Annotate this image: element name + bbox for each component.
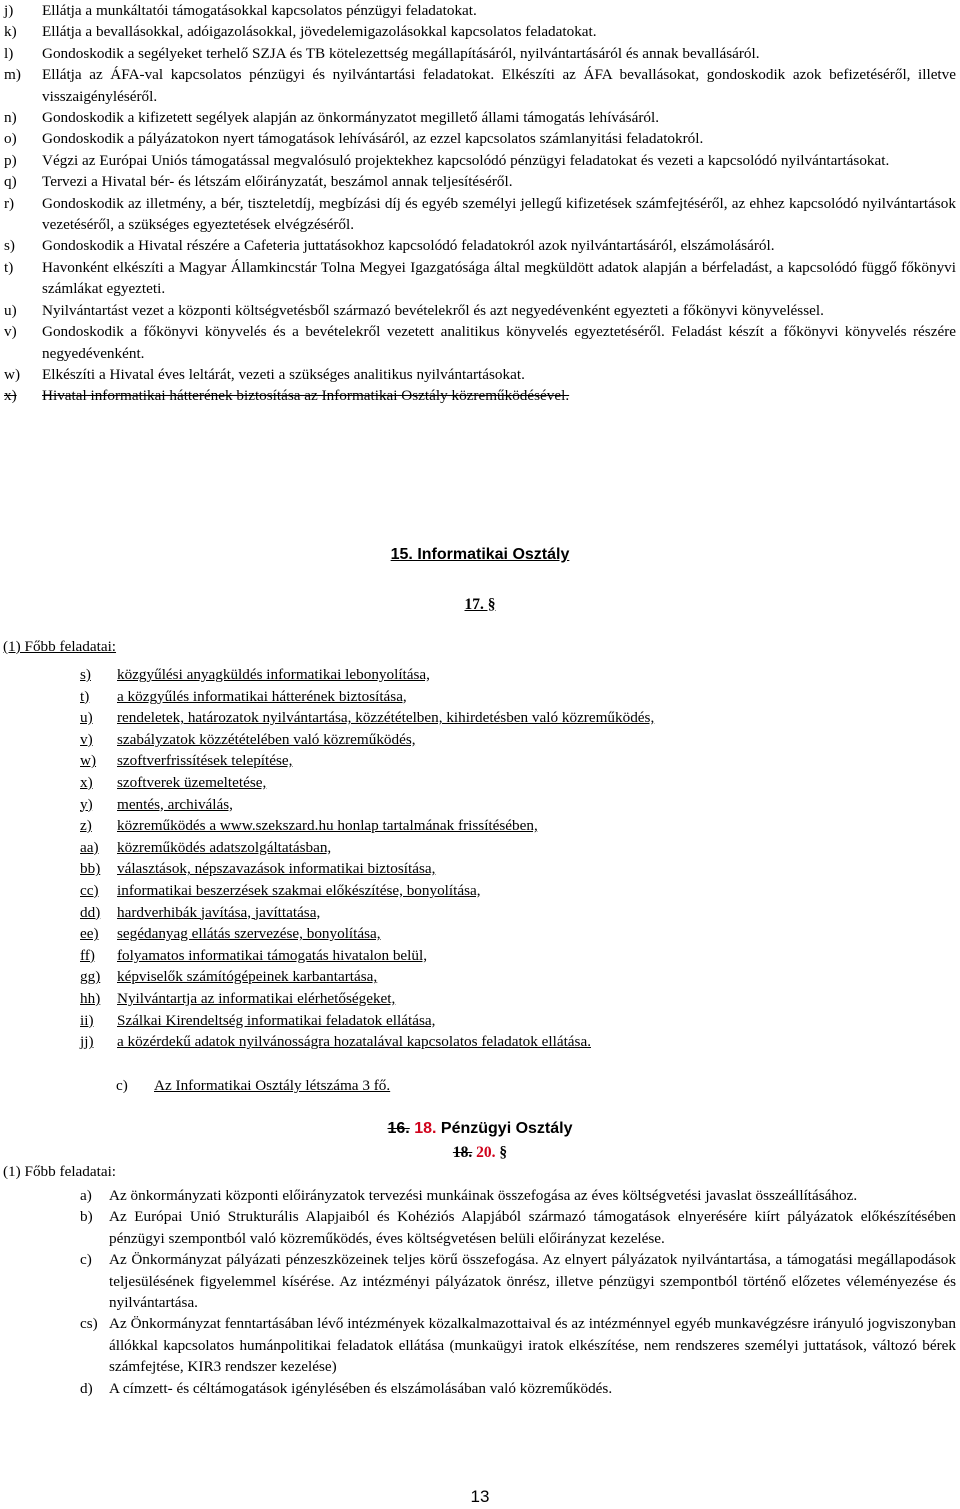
task-list-continued <box>4 0 956 407</box>
list-item <box>80 923 820 945</box>
item-text: Az önkormányzati központi előirányzatok tervezési munkáinak összefogása az éves költségvetési javaslat összeállításához. <box>109 1187 858 1204</box>
list-item <box>80 1378 956 1399</box>
item-label: u) <box>4 301 17 319</box>
list-item <box>80 750 820 772</box>
item-label: z) <box>80 817 92 835</box>
item-text: Az Európai Unió Strukturális Alapjaiból és Kohéziós Alapjából származó támogatások elnyerésére kiírt pályázatok előkészítésében pénzügyi szempontból való közreműködés, éves költségvetésen belüli előirányzat kezelése. <box>109 1208 956 1247</box>
list-item-struck <box>4 385 956 406</box>
item-text: Elkészíti a Hivatal éves leltárát, vezeti a szükséges analitikus nyilvántartásokat. <box>42 365 525 383</box>
list-item <box>80 1313 956 1377</box>
item-label: ff) <box>80 946 95 964</box>
item-text: Végzi az Európai Uniós támogatással megvalósuló projektekhez kapcsolódó pénzügyi feladatokat és vezeti a kapcsolódó nyilvántartásokat. <box>42 151 890 169</box>
item-label: v) <box>4 323 17 341</box>
item-label: b) <box>80 1208 93 1226</box>
item-text: közreműködés a www.szekszard.hu honlap tartalmának frissítésében, <box>117 817 538 835</box>
item-text: Nyilvántartja az informatikai elérhetőségeket, <box>117 989 396 1007</box>
list-item <box>80 902 820 924</box>
list-item <box>4 128 956 149</box>
item-label: bb) <box>80 860 101 878</box>
item-label: dd) <box>80 903 101 921</box>
it-headcount <box>116 1077 390 1095</box>
item-label: x) <box>4 387 17 405</box>
item-label: s) <box>4 237 15 255</box>
list-item <box>4 107 956 128</box>
item-label: jj) <box>80 1033 94 1051</box>
paragraph-sign: § <box>499 1144 508 1161</box>
item-label: t) <box>4 258 14 276</box>
item-text: rendeletek, határozatok nyilvántartása, közzétételben, kihirdetésben való közreműködés, <box>117 709 655 727</box>
item-label: l) <box>4 44 14 62</box>
page-number: 13 <box>470 1487 490 1506</box>
list-item <box>4 193 956 236</box>
list-item <box>80 945 820 967</box>
item-label: o) <box>4 130 17 148</box>
item-label: c) <box>116 1077 128 1094</box>
list-item <box>4 43 956 64</box>
paragraph-new-number: 20. <box>476 1144 496 1161</box>
item-label: p) <box>4 151 17 169</box>
item-text: Ellátja a munkáltatói támogatásokkal kapcsolatos pénzügyi feladatokat. <box>42 2 477 19</box>
list-item <box>4 171 956 192</box>
item-text: Szálkai Kirendeltség informatikai feladatok ellátása, <box>117 1011 436 1029</box>
item-text: Gondoskodik a segélyeket terhelő SZJA és TB kötelezettség megállapításáról, nyilvántartásáról és annak bevallásáról. <box>42 44 760 62</box>
list-item <box>4 235 956 256</box>
item-label: w) <box>80 752 97 770</box>
list-item <box>80 1185 956 1206</box>
item-text: Ellátja az ÁFA-val kapcsolatos pénzügyi és nyilvántartási feladatokat. Elkészíti az ÁFA bevallásokat, gondoskodik azok befizetéséről, illetve visszaigényléséről. <box>42 66 956 105</box>
paragraph-number-it: 17. § <box>464 596 496 613</box>
item-label: d) <box>80 1379 93 1397</box>
item-text: Havonként elkészíti a Magyar Államkincstár Tolna Megyei Igazgatósága által megküldött adatok alapján a bérfeladást, a kapcsolódó függő főkönyvi számlákat egyezteti. <box>42 258 956 298</box>
item-label: j) <box>4 2 14 19</box>
list-item <box>80 1031 820 1053</box>
item-label: a) <box>80 1187 92 1204</box>
list-item <box>80 729 820 751</box>
item-label: s) <box>80 666 91 683</box>
item-text: Gondoskodik a főkönyvi könyvelés és a bevételekről vezetett analitikus könyvelés egyeztetéséről. Feladást készít a főkönyvi könyvelés részére negyedévenként. <box>42 323 956 362</box>
heading-old-number: 16. <box>387 1120 410 1137</box>
finance-task-list <box>80 1185 956 1399</box>
item-text: közreműködés adatszolgáltatásban, <box>117 838 332 856</box>
item-text: Az Önkormányzat pályázati pénzeszközeinek teljes körű összefogása. Az elnyert pályázatok nyilvántartása, a támogatási megállapodások teljesülésének figyelemmel kísérése. Az intézményi pályázatok önrész, illetve pénzügyi szempontból történő előzetes véleményezése és nyilvántartása. <box>109 1251 956 1312</box>
item-label: cs) <box>80 1315 98 1333</box>
it-task-list <box>80 664 820 1053</box>
item-text: Gondoskodik a kifizetett segélyek alapján az önkormányzatot megillető állami támogatás lehívásáról. <box>42 109 659 127</box>
item-text: A címzett- és céltámogatások igénylésében és elszámolásában való közreműködés. <box>109 1379 613 1397</box>
item-text: Gondoskodik a pályázatokon nyert támogatások lehívásáról, az ezzel kapcsolatos számlanyitási feladatokról. <box>42 130 704 148</box>
item-label: ii) <box>80 1011 94 1029</box>
list-item <box>80 772 820 794</box>
list-item <box>80 1010 820 1032</box>
item-label: r) <box>4 194 15 212</box>
list-item <box>80 858 820 880</box>
item-text: Az Önkormányzat fenntartásában lévő intézmények közalkalmazottaival és az intézménnyel egyéb munkavégzésre irányuló jogviszonyban állókkal kapcsolatos humánpolitikai feladatok ellátása (munkaügyi iratok elkészítése, nem rendszeres személyi juttatások, változó bérek számfejtése, KIR3 rendszer kezelése) <box>109 1315 956 1376</box>
list-item <box>80 966 820 988</box>
list-item <box>80 815 820 837</box>
item-text: a közgyűlés informatikai hátterének biztosítása, <box>117 687 407 705</box>
list-item <box>4 364 956 385</box>
item-label: c) <box>80 1251 92 1269</box>
list-item <box>80 1249 956 1313</box>
item-text: Az Informatikai Osztály létszáma 3 fő. <box>154 1077 391 1094</box>
item-label: k) <box>4 23 17 41</box>
item-text: Gondoskodik a Hivatal részére a Cafeteria juttatásokhoz kapcsolódó feladatokról azok nyilvántartásáról, elszámolásáról. <box>42 237 775 255</box>
list-item <box>80 880 820 902</box>
item-text: segédanyag ellátás szervezése, bonyolítása, <box>117 925 381 943</box>
item-label: hh) <box>80 989 101 1007</box>
item-text: Nyilvántartást vezet a központi költségvetésből származó bevételekről és azt negyedévenként egyezteti a főkönyvi könyveléssel. <box>42 301 824 319</box>
paragraph-number-finance <box>0 1144 960 1162</box>
section-heading-it: 15. Informatikai Osztály <box>390 546 570 563</box>
item-text: a közérdekű adatok nyilvánosságra hozatalával kapcsolatos feladatok ellátása. <box>117 1033 591 1051</box>
item-label: y) <box>80 795 93 813</box>
item-label: w) <box>4 365 21 383</box>
item-text: szabályzatok közzétételében való közreműködés, <box>117 730 416 748</box>
item-text: Ellátja a bevallásokkal, adóigazolásokkal, jövedelemigazolásokkal kapcsolatos feladatokat. <box>42 23 597 41</box>
list-item <box>4 321 956 364</box>
list-item <box>4 64 956 107</box>
item-text: Gondoskodik az illetmény, a bér, tiszteletdíj, megbízási díj és egyéb személyi jellegű kifizetések számfejtéséről, az ehhez kapcsolódó nyilvántartások vezetéséről, a szükséges egyeztetések elvégzéséről. <box>42 194 956 234</box>
list-item <box>80 837 820 859</box>
list-item <box>80 1206 956 1249</box>
list-item <box>4 257 956 300</box>
list-item <box>80 707 820 729</box>
item-label: gg) <box>80 968 101 986</box>
main-tasks-label-finance: (1) Főbb feladatai: <box>3 1163 117 1180</box>
list-item <box>80 794 820 816</box>
item-text: közgyűlési anyagküldés informatikai lebonyolítása, <box>117 666 430 683</box>
main-tasks-label-it: (1) Főbb feladatai: <box>3 638 117 655</box>
item-text: hardverhibák javítása, javíttatása, <box>117 903 321 921</box>
item-text: informatikai beszerzések szakmai előkészítése, bonyolítása, <box>117 881 481 899</box>
item-text: szoftverek üzemeltetése, <box>117 773 267 791</box>
item-label: x) <box>80 773 93 791</box>
item-label: u) <box>80 709 93 727</box>
item-text: folyamatos informatikai támogatás hivatalon belül, <box>117 946 427 964</box>
item-label: t) <box>80 687 90 705</box>
item-text: szoftverfrissítések telepítése, <box>117 752 293 770</box>
heading-title: Pénzügyi Osztály <box>440 1120 573 1137</box>
item-label: cc) <box>80 881 99 899</box>
item-label: n) <box>4 109 17 127</box>
list-item <box>80 664 820 686</box>
list-item <box>4 300 956 321</box>
item-label: ee) <box>80 925 99 943</box>
item-text: képviselők számítógépeinek karbantartása, <box>117 968 378 986</box>
item-label: aa) <box>80 838 99 856</box>
item-label: q) <box>4 173 17 191</box>
item-text: Tervezi a Hivatal bér- és létszám előirányzatát, beszámol annak teljesítéséről. <box>42 173 513 191</box>
item-label: v) <box>80 730 93 748</box>
list-item <box>80 686 820 708</box>
list-item <box>4 150 956 171</box>
item-text: Hivatal informatikai hátterének biztosítása az Informatikai Osztály közreműködésével. <box>42 387 570 405</box>
list-item <box>80 988 820 1010</box>
heading-new-number: 18. <box>414 1120 437 1137</box>
item-text: választások, népszavazások informatikai biztosítása, <box>117 860 436 878</box>
item-text: mentés, archiválás, <box>117 795 233 813</box>
paragraph-old-number: 18. <box>452 1144 473 1161</box>
list-item <box>4 0 956 21</box>
section-heading-finance <box>0 1120 960 1138</box>
item-label: m) <box>4 66 21 84</box>
list-item <box>4 21 956 42</box>
